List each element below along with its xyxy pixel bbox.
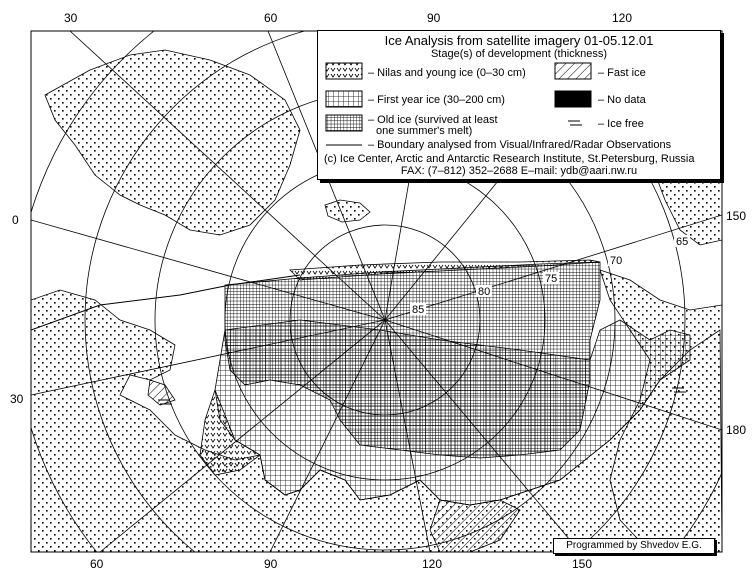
lat-label-80: 80: [478, 286, 491, 298]
legend-fast-ice-label: – Fast ice: [598, 67, 646, 79]
map-subtitle: Stage(s) of development (thickness): [430, 48, 608, 60]
swatch-first-year: [326, 91, 362, 107]
lat-label-65: 65: [676, 236, 689, 248]
swatch-no-data: [555, 91, 591, 107]
legend-ice-free-label: – Ice free: [598, 118, 644, 130]
lon-bottom-150: 150: [572, 557, 593, 571]
swatch-fast-ice: [555, 63, 591, 79]
legend-old-ice-label-2: one summer's melt): [376, 125, 473, 137]
legend-credit: (c) Ice Center, Arctic and Antarctic Research Institute, St.Petersburg, Russia: [324, 153, 695, 165]
lon-top-60: 60: [264, 11, 278, 25]
swatch-old-ice: [326, 115, 362, 131]
legend-first-year-label: – First year ice (30–200 cm): [368, 94, 505, 106]
legend-box: [317, 30, 721, 180]
lon-top-120: 120: [612, 11, 633, 25]
lon-bottom-60: 60: [90, 557, 104, 571]
map-title: Ice Analysis from satellite imagery 01-05.12.01: [384, 33, 654, 48]
legend-no-data-label: – No data: [598, 94, 646, 106]
lat-label-85: 85: [412, 304, 425, 316]
lon-bottom-90: 90: [264, 557, 278, 571]
programmer-credit: Programmed by Shvedov E.G.: [553, 538, 715, 554]
swatch-ice-free: [568, 121, 582, 125]
lat-label-70: 70: [610, 255, 623, 267]
lat-label-75: 75: [545, 273, 558, 285]
edge-left-0: 0: [12, 213, 19, 227]
edge-right-180: 180: [726, 423, 747, 437]
swatch-nilas: [326, 63, 362, 79]
edge-right-150: 150: [726, 209, 747, 223]
legend-boundary-label: – Boundary analysed from Visual/Infrared/Radar Observations: [368, 139, 672, 151]
edge-left-30: 30: [10, 392, 24, 406]
legend-nilas-label: – Nilas and young ice (0–30 cm): [368, 67, 526, 79]
legend-old-ice-label: – Old ice (survived at least: [368, 114, 498, 126]
legend-contact: FAX: (7–812) 352–2688 E–mail: ydb@aari.nw.ru: [400, 165, 638, 177]
lon-top-90: 90: [427, 11, 441, 25]
lon-top-30: 30: [64, 11, 78, 25]
lon-bottom-120: 120: [422, 557, 443, 571]
